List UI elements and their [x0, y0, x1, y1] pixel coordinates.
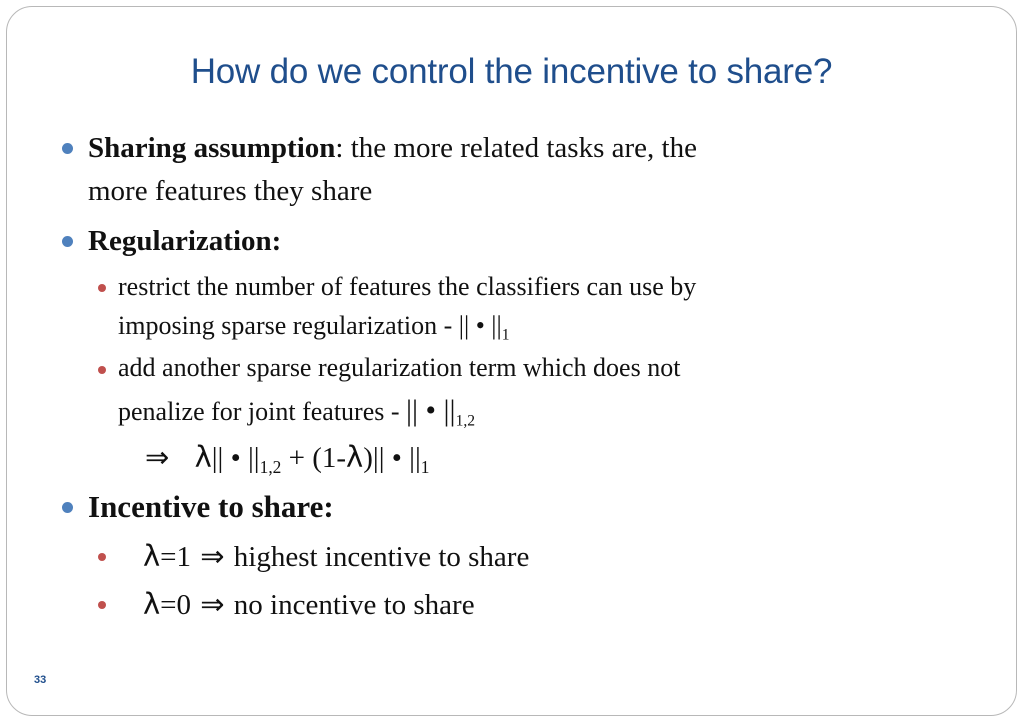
incentive-heading	[88, 489, 334, 525]
incentive-item-2	[143, 587, 475, 622]
l12-norm: || • ||	[406, 394, 456, 427]
sub-bullet-dot	[98, 601, 106, 609]
sharing-assumption-label: Sharing assumption	[88, 132, 336, 164]
regularization-label: Regularization:	[88, 225, 282, 257]
lambda-symbol: λ	[346, 440, 364, 474]
regularization-formula	[145, 440, 430, 478]
lambda-symbol: λ	[143, 539, 161, 573]
lambda-value: =0	[160, 589, 192, 621]
lambda-symbol: λ	[143, 587, 161, 621]
implies-symbol: ⇒	[191, 587, 234, 621]
formula-norm-1-subscript: 1,2	[259, 457, 282, 478]
bullet-dot	[62, 236, 73, 247]
sub-bullet-2-line1: add another sparse regularization term which does not	[118, 353, 681, 382]
l1-norm-subscript: 1	[501, 326, 510, 344]
sub-bullet-1-line2	[118, 311, 510, 344]
regularization-heading	[88, 225, 281, 258]
sub-bullet-dot	[98, 366, 106, 374]
formula-norm-1: || • ||	[211, 442, 260, 474]
bullet-dot	[62, 502, 73, 513]
formula-norm-2-subscript: 1	[420, 457, 430, 478]
formula-norm-2: || • ||	[372, 442, 421, 474]
incentive-item-1	[143, 539, 529, 574]
sharing-assumption-line2: more features they share	[88, 175, 373, 207]
incentive-item-1-text: highest incentive to share	[233, 541, 530, 573]
slide-title: How do we control the incentive to share?	[190, 52, 833, 91]
page-number: 33	[34, 674, 47, 686]
sub-bullet-1-text: imposing sparse regularization -	[118, 311, 459, 340]
sub-bullet-dot	[98, 284, 106, 292]
sub-bullet-2-text: penalize for joint features -	[118, 397, 407, 426]
sub-bullet-2-line2	[118, 394, 475, 428]
incentive-item-2-text: no incentive to share	[233, 589, 475, 621]
lambda-symbol: λ	[194, 440, 212, 474]
formula-plus: + (1-	[281, 442, 347, 474]
lambda-value: =1	[160, 541, 192, 573]
incentive-label: Incentive to share:	[88, 489, 334, 524]
sharing-assumption-text: : the more related tasks are, the	[335, 132, 697, 164]
implies-symbol: ⇒	[191, 539, 234, 573]
sub-bullet-1-line1: restrict the number of features the classifiers can use by	[118, 272, 697, 301]
sharing-assumption-line1	[88, 132, 697, 165]
l12-norm-subscript: 1,2	[455, 412, 476, 430]
formula-close-paren: )	[363, 442, 373, 474]
sub-bullet-dot	[98, 553, 106, 561]
l1-norm: || • ||	[458, 311, 502, 340]
implies-symbol: ⇒	[145, 440, 170, 474]
bullet-dot	[62, 143, 73, 154]
